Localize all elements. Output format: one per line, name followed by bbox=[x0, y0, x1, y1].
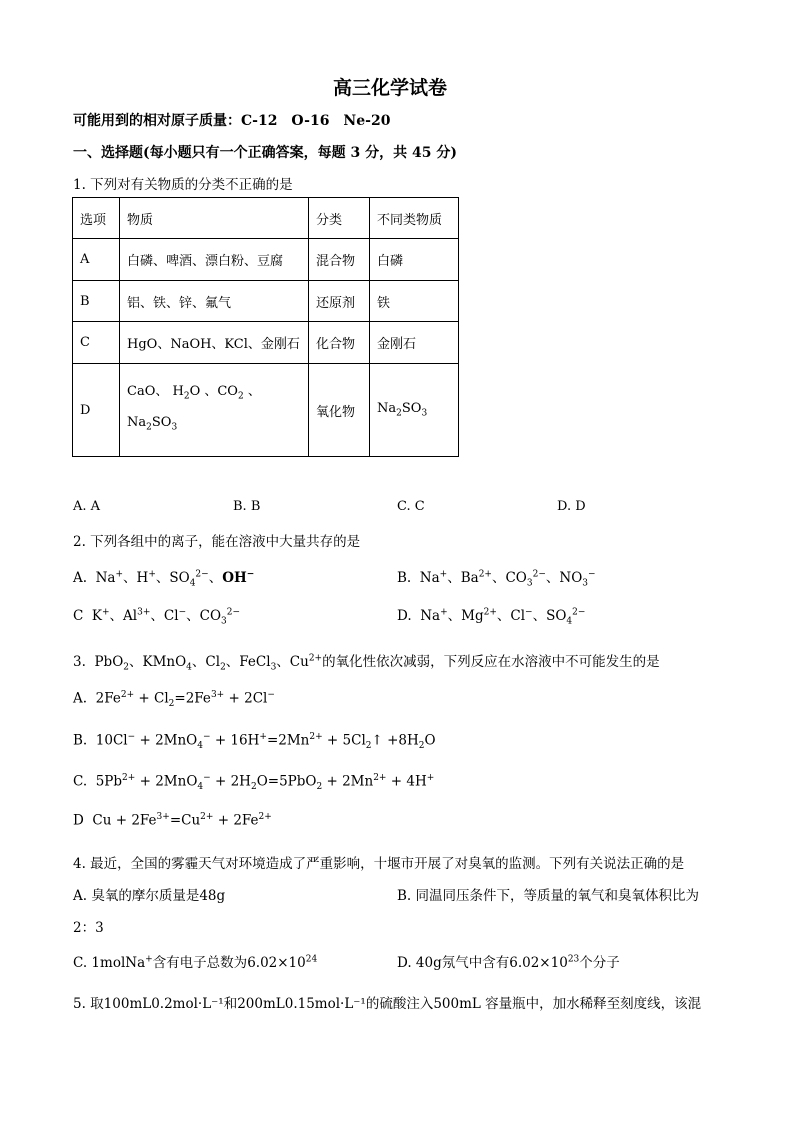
table-header: 不同类物质 bbox=[370, 198, 459, 239]
q4-d-exp: 23 bbox=[567, 954, 580, 965]
section-heading: 一、选择题(每小题只有一个正确答案，每题 3 分，共 45 分) bbox=[73, 145, 457, 161]
table-cell-formula: $Na_2SO_3$ bbox=[370, 364, 459, 457]
page-title: 高三化学试卷 bbox=[333, 77, 448, 99]
q3-stem: 3. PbO$_2$、KMnO$_4$、$Cl_2$、FeCl$_3$、$Cu^{2+}$的氧化性依次减弱，下列反应在水溶液中不可能发生的是 bbox=[73, 653, 660, 673]
table-cell: 还原剂 bbox=[309, 281, 370, 322]
q4-c-exp: 24 bbox=[305, 954, 318, 965]
q1-option-b: B. B bbox=[233, 499, 261, 514]
q2-option-d: D. Na+、$Mg^{2+}$、Cl−、$SO_4^{2-}$ bbox=[397, 607, 586, 627]
q1-option-a: A. A bbox=[73, 499, 101, 514]
table-header: 选项 bbox=[73, 198, 120, 239]
q2-option-c: C K+、$Al^{3+}$、Cl−、$CO_3^{2-}$ bbox=[73, 607, 241, 627]
q2-option-a: A. Na+、H+、$SO_4^{2-}$、OH− bbox=[73, 569, 255, 589]
table-header: 物质 bbox=[120, 198, 309, 239]
table-cell: 白磷、啤酒、漂白粉、豆腐 bbox=[120, 239, 309, 281]
q1-option-c: C. C bbox=[397, 499, 425, 514]
q3-option-a: A. $2Fe^{2+} + Cl_2=2Fe^{3+} + 2Cl^-$ bbox=[73, 690, 275, 710]
q5-stem: 5. 取100mL0.2mol·L⁻¹和200mL0.15mol·L⁻¹的硫酸注入500mL 容量瓶中，加水稀释至刻度线，该混 bbox=[73, 996, 702, 1012]
table-cell: 混合物 bbox=[309, 239, 370, 281]
table-cell: 化合物 bbox=[309, 322, 370, 364]
q1-option-d: D. D bbox=[557, 499, 586, 514]
q4-option-b: B. 同温同压条件下，等质量的氧气和臭氧体积比为 bbox=[397, 888, 700, 904]
table-cell: 白磷 bbox=[370, 239, 459, 281]
q4-stem: 4. 最近，全国的雾霾天气对环境造成了严重影响，十堰市开展了对臭氧的监测。下列有关说法正确的是 bbox=[73, 856, 685, 872]
q4-option-b-continued: 2：3 bbox=[73, 920, 104, 936]
q2-stem: 2. 下列各组中的离子，能在溶液中大量共存的是 bbox=[73, 534, 361, 550]
q4-d-prefix: D. 40g氖气中含有 bbox=[397, 955, 510, 971]
table-cell: D bbox=[73, 364, 120, 457]
table-cell: B bbox=[73, 281, 120, 322]
table-cell: A bbox=[73, 239, 120, 281]
q4-d-num: 6.02×10 bbox=[509, 955, 568, 971]
table-cell: 金刚石 bbox=[370, 322, 459, 364]
q4-c-mid: 含有电子总数为 bbox=[152, 955, 248, 971]
q3-option-b: B. $10Cl^- + 2MnO_4^- + 16H^+=2Mn^{2+}$ + $5Cl_2↑ +8H_2O$ bbox=[73, 732, 436, 752]
table-cell: 氧化物 bbox=[309, 364, 370, 457]
q4-option-a: A. 臭氧的摩尔质量是48g bbox=[73, 888, 226, 904]
q4-c-num: 6.02×10 bbox=[247, 955, 306, 971]
table-cell: 铝、铁、锌、氟气 bbox=[120, 281, 309, 322]
q4-c-prefix: C. 1molNa bbox=[73, 955, 146, 971]
table-header: 分类 bbox=[309, 198, 370, 239]
atomic-mass-line: 可能用到的相对原子质量：C-12 O-16 Ne-20 bbox=[73, 113, 391, 129]
table-cell: 铁 bbox=[370, 281, 459, 322]
q4-d-suffix: 个分子 bbox=[579, 955, 620, 971]
table-cell: C bbox=[73, 322, 120, 364]
table-cell-formula: CaO、 $H_2O$ 、$CO_2$ 、 $Na_2SO_3$ bbox=[120, 364, 309, 457]
q2-option-b: B. Na+、$Ba^{2+}$、$CO_3^{2-}$、$NO_3^-$ bbox=[397, 569, 596, 589]
q3-option-c: C. $5Pb^{2+} + 2MnO_4^- + 2H_2O=5PbO_2 + 2Mn^{2+} + 4H^+$ bbox=[73, 773, 435, 793]
q1-stem: 1. 下列对有关物质的分类不正确的是 bbox=[73, 177, 293, 193]
q3-option-d: D $Cu + 2Fe^{3+}=Cu^{2+} + 2Fe^{2+}$ bbox=[73, 812, 272, 829]
q4-option-c: C. 1molNa+含有电子总数为$6.02\times 10^{24}$ bbox=[73, 954, 318, 971]
table-cell: HgO、NaOH、KCl、金刚石 bbox=[120, 322, 309, 364]
q4-option-d bbox=[397, 951, 620, 971]
q3-stem-text: 的氧化性依次减弱，下列反应在水溶液中不可能发生的是 bbox=[322, 654, 660, 670]
q1-table bbox=[72, 197, 459, 457]
